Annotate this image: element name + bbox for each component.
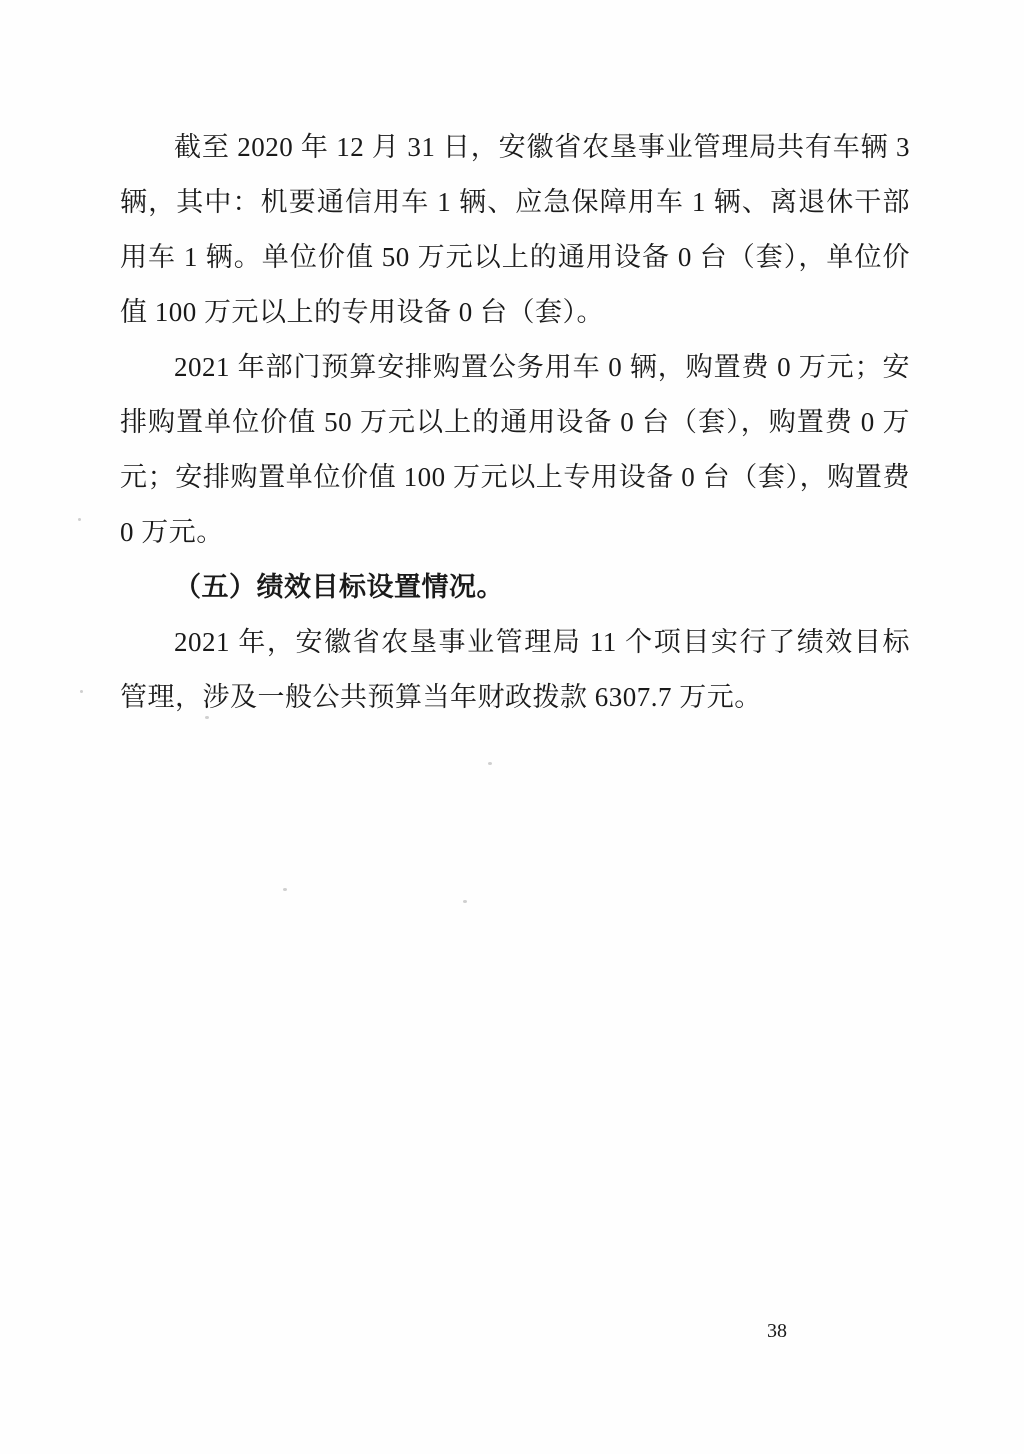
paragraph-performance-goals: 2021 年，安徽省农垦事业管理局 11 个项目实行了绩效目标管理，涉及一般公共预算当年财政拨款 6307.7 万元。 xyxy=(120,627,910,712)
section-heading-five: （五）绩效目标设置情况。 xyxy=(174,572,504,602)
paper-speck xyxy=(78,518,81,521)
paper-speck xyxy=(283,888,287,891)
paper-speck xyxy=(80,690,83,693)
paragraph-vehicle-assets: 截至 2020 年 12 月 31 日，安徽省农垦事业管理局共有车辆 3 辆，其中：机要通信用车 1 辆、应急保障用车 1 辆、离退休干部用车 1 辆。单位价值 50 万元以上的通用设备 0 台（套），单位价值 100 万元以上的专用设备 0 台（套）。 xyxy=(120,132,910,327)
document-body xyxy=(120,120,910,725)
page-number: 38 xyxy=(767,1320,787,1342)
paper-speck xyxy=(488,762,492,765)
paper-speck xyxy=(463,900,467,903)
paragraph-budget-purchase-2021: 2021 年部门预算安排购置公务用车 0 辆，购置费 0 万元；安排购置单位价值 50 万元以上的通用设备 0 台（套），购置费 0 万元；安排购置单位价值 100 万元以上专用设备 0 台（套），购置费 0 万元。 xyxy=(120,352,910,547)
